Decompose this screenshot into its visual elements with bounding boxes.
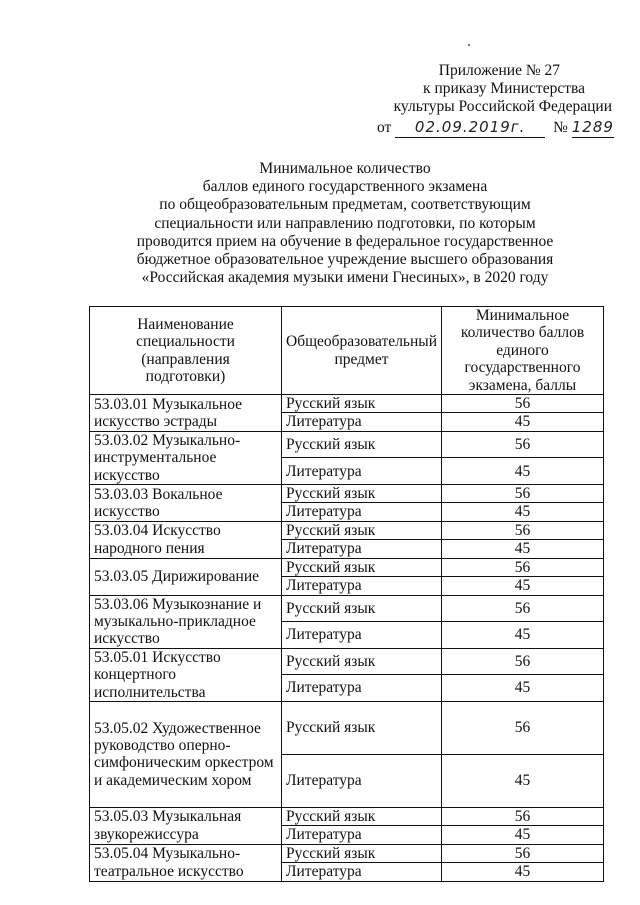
- from-label: от: [377, 119, 392, 136]
- table-row: [90, 395, 604, 413]
- subject-cell: Литература: [282, 458, 442, 485]
- appendix-order-ref: к приказу Министерства: [423, 80, 585, 97]
- scan-speck: [468, 44, 470, 46]
- score-cell: 56: [442, 521, 604, 539]
- subject-cell: Литература: [282, 675, 442, 702]
- table-row: [90, 701, 604, 754]
- specialty-cell: 53.03.05 Дирижирование: [90, 558, 282, 595]
- subject-cell: Литература: [282, 503, 442, 521]
- appendix-header: [370, 62, 612, 116]
- score-cell: 56: [442, 648, 604, 675]
- score-cell: 45: [442, 675, 604, 702]
- title-line: бюджетное образовательное учреждение высшего образования: [136, 251, 554, 269]
- number-label: №: [553, 119, 568, 136]
- score-cell: 45: [442, 863, 604, 881]
- document-title: [100, 160, 590, 287]
- table-row: [90, 485, 604, 503]
- title-line: проводится прием на обучение в федеральное государственное: [136, 232, 554, 250]
- subject-cell: Русский язык: [282, 807, 442, 825]
- subject-cell: Литература: [282, 863, 442, 881]
- specialty-cell: 53.03.01 Музыкальное искусство эстрады: [90, 395, 282, 432]
- header-subject: Общеобразовательный предмет: [282, 307, 442, 395]
- specialty-cell: 53.05.03 Музыкальная звукорежиссура: [90, 807, 282, 844]
- subject-cell: Русский язык: [282, 485, 442, 503]
- subject-cell: Русский язык: [282, 395, 442, 413]
- score-cell: 56: [442, 595, 604, 622]
- score-cell: 56: [442, 485, 604, 503]
- table-row: [90, 844, 604, 862]
- table-header-row: [90, 307, 604, 395]
- specialty-cell: 53.03.03 Вокальное искусство: [90, 485, 282, 522]
- score-cell: 45: [442, 503, 604, 521]
- subject-cell: Русский язык: [282, 521, 442, 539]
- specialty-cell: 53.05.02 Художественное руководство оперно-симфоническим оркестром и академическим хором: [90, 701, 282, 807]
- specialty-cell: 53.03.02 Музыкально-инструментальное искусство: [90, 431, 282, 484]
- subject-cell: Литература: [282, 754, 442, 807]
- order-number-handwritten: 1289: [571, 118, 614, 136]
- score-cell: 45: [442, 826, 604, 844]
- table-row: [90, 521, 604, 539]
- appendix-ministry: культуры Российской Федерации: [393, 98, 612, 115]
- order-date-number-line: [377, 118, 614, 138]
- order-date-field: [395, 118, 545, 138]
- subject-cell: Русский язык: [282, 558, 442, 576]
- specialty-cell: 53.03.04 Искусство народного пения: [90, 521, 282, 558]
- score-cell: 45: [442, 540, 604, 558]
- subject-cell: Русский язык: [282, 701, 442, 754]
- min-scores-table: [89, 306, 604, 882]
- title-line: баллов единого государственного экзамена: [202, 178, 488, 196]
- score-cell: 45: [442, 413, 604, 431]
- score-cell: 45: [442, 577, 604, 595]
- table-row: [90, 431, 604, 458]
- score-cell: 56: [442, 807, 604, 825]
- subject-cell: Русский язык: [282, 595, 442, 622]
- title-line: Минимальное количество: [259, 160, 431, 177]
- title-line: специальности или направлению подготовки, по которым: [154, 214, 536, 232]
- order-number-field: [572, 118, 614, 138]
- specialty-cell: 53.05.01 Искусство концертного исполнительства: [90, 648, 282, 701]
- score-cell: 56: [442, 558, 604, 576]
- subject-cell: Литература: [282, 413, 442, 431]
- subject-cell: Русский язык: [282, 844, 442, 862]
- score-cell: 56: [442, 701, 604, 754]
- subject-cell: Русский язык: [282, 648, 442, 675]
- score-cell: 56: [442, 844, 604, 862]
- subject-cell: Русский язык: [282, 431, 442, 458]
- table-row: [90, 595, 604, 622]
- specialty-cell: 53.05.04 Музыкально-театральное искусство: [90, 844, 282, 881]
- appendix-number: Приложение № 27: [438, 62, 560, 79]
- score-cell: 45: [442, 458, 604, 485]
- subject-cell: Литература: [282, 826, 442, 844]
- subject-cell: Литература: [282, 577, 442, 595]
- specialty-cell: 53.03.06 Музыкознание и музыкально-прикладное искусство: [90, 595, 282, 648]
- score-cell: 45: [442, 754, 604, 807]
- title-line: по общеобразовательным предметам, соответствующим: [159, 196, 531, 214]
- score-cell: 56: [442, 431, 604, 458]
- title-line: «Российская академия музыки имени Гнесиных», в 2020 году: [141, 269, 549, 287]
- table-row: [90, 807, 604, 825]
- table-row: [90, 558, 604, 576]
- score-cell: 45: [442, 622, 604, 649]
- header-min-score: Минимальное количество баллов единого государственного экзамена, баллы: [442, 307, 604, 395]
- subject-cell: Литература: [282, 540, 442, 558]
- score-cell: 56: [442, 395, 604, 413]
- header-specialty: Наименование специальности (направления подготовки): [90, 307, 282, 395]
- table-row: [90, 648, 604, 675]
- subject-cell: Литература: [282, 622, 442, 649]
- order-date-handwritten: 02.09.2019г.: [414, 118, 526, 136]
